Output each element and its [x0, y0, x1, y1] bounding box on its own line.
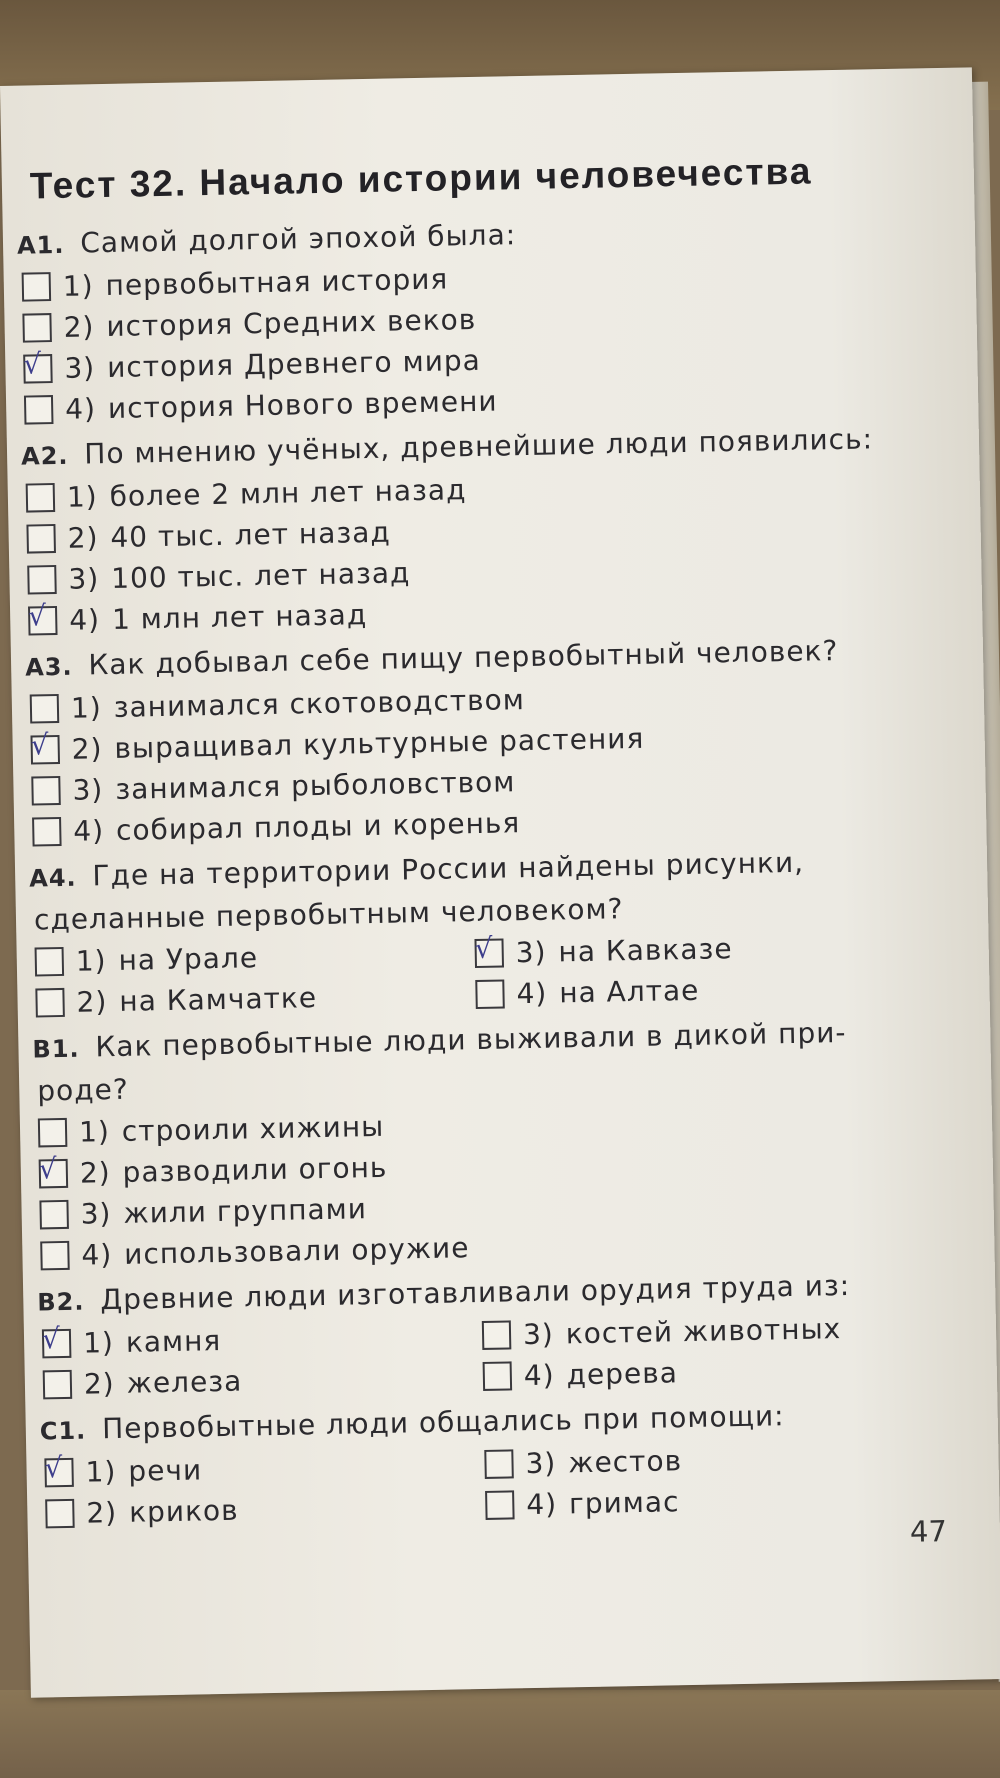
- checkbox[interactable]: [24, 395, 54, 425]
- option-number: 1): [66, 480, 98, 514]
- checkbox[interactable]: [22, 272, 52, 302]
- option-number: 4): [516, 976, 548, 1011]
- option-number: 4): [523, 1358, 555, 1393]
- option-b2-2[interactable]: [39, 1356, 480, 1405]
- options-left: [38, 1315, 479, 1405]
- check-mark-icon: √: [30, 728, 50, 762]
- option-number: 2): [79, 1156, 111, 1190]
- option-number: 1): [62, 269, 94, 303]
- options-grid: [38, 1306, 959, 1406]
- option-text: на Урале: [118, 941, 259, 977]
- checkbox[interactable]: [35, 988, 65, 1018]
- option-number: 2): [63, 310, 95, 344]
- option-text: жестов: [567, 1444, 683, 1480]
- options-right: [478, 1307, 919, 1397]
- question-a1: [17, 206, 941, 431]
- question-id: А1.: [16, 230, 65, 260]
- option-text: более 2 млн лет назад: [109, 473, 467, 513]
- option-number: 4): [68, 603, 101, 637]
- option-text: железа: [126, 1364, 243, 1400]
- checkbox[interactable]: [43, 1370, 73, 1400]
- page-title: Тест 32. Начало истории человечества: [29, 150, 813, 207]
- options-left: [40, 1444, 481, 1534]
- option-number: 2): [71, 732, 103, 766]
- option-number: 3): [515, 935, 547, 970]
- options-grid: [30, 924, 951, 1024]
- options-grid: [40, 1435, 961, 1535]
- option-c1-4[interactable]: [481, 1477, 922, 1526]
- checkbox[interactable]: [30, 694, 60, 724]
- options-right: [480, 1436, 921, 1526]
- question-text: Где на территории России найдены рисунки,: [92, 845, 805, 893]
- checkbox[interactable]: [27, 565, 57, 595]
- checkbox[interactable]: [39, 1200, 69, 1230]
- question-text-continued: сделанные первобытным человеком?: [33, 892, 624, 937]
- option-text: использовали оружие: [123, 1231, 470, 1271]
- option-text: 40 тыс. лет назад: [110, 515, 392, 554]
- option-text: костей животных: [565, 1312, 842, 1351]
- checkbox[interactable]: [483, 1361, 513, 1391]
- option-number: 3): [72, 773, 104, 807]
- workbook-page: [0, 67, 1000, 1697]
- check-mark-icon: √: [23, 347, 43, 381]
- question-id: С1.: [39, 1416, 87, 1446]
- question-id: А2.: [20, 441, 69, 471]
- option-text: гримас: [568, 1485, 680, 1521]
- question-text: Самой долгой эпохой была:: [80, 218, 517, 260]
- option-text: криков: [128, 1493, 239, 1529]
- option-text: разводили огонь: [122, 1150, 388, 1189]
- option-number: 4): [64, 392, 97, 426]
- option-number: 2): [86, 1496, 118, 1530]
- option-text: на Камчатке: [119, 981, 318, 1018]
- page-number: 47: [909, 1514, 948, 1549]
- checkbox[interactable]: [45, 1499, 75, 1529]
- checkbox[interactable]: [40, 1241, 70, 1271]
- option-number: 3): [80, 1197, 112, 1231]
- checkbox[interactable]: [38, 1152, 69, 1189]
- option-number: 4): [526, 1487, 558, 1522]
- option-text: дерева: [566, 1356, 679, 1392]
- option-number: 3): [64, 351, 96, 385]
- options-right: [470, 925, 911, 1015]
- option-a4-2[interactable]: [31, 974, 472, 1023]
- question-text: Первобытные люди общались при помощи:: [101, 1399, 785, 1446]
- checkbox[interactable]: [474, 931, 504, 968]
- option-number: 1): [70, 691, 103, 725]
- question-a2: [21, 417, 945, 642]
- option-number: 2): [83, 1367, 115, 1401]
- question-id: В1.: [32, 1034, 80, 1064]
- option-text: жили группами: [123, 1192, 368, 1230]
- option-number: 1): [78, 1115, 111, 1149]
- question-c1: [39, 1392, 961, 1535]
- option-number: 3): [68, 562, 100, 596]
- checkbox[interactable]: [35, 947, 65, 977]
- question-id: А4.: [28, 863, 77, 893]
- question-text: Древние люди изготавливали орудия труда из:: [100, 1268, 851, 1317]
- checkbox[interactable]: [44, 1451, 74, 1488]
- check-mark-icon: √: [41, 1322, 62, 1356]
- options-left: [30, 933, 471, 1023]
- option-text: 100 тыс. лет назад: [110, 556, 411, 595]
- option-text: занимался скотоводством: [113, 683, 526, 724]
- question-id: В2.: [37, 1287, 85, 1317]
- option-text: история Древнего мира: [106, 343, 482, 384]
- question-b1: [32, 1010, 957, 1277]
- question-a4: [29, 839, 952, 1024]
- option-text: выращивал культурные растения: [114, 721, 645, 765]
- option-c1-2[interactable]: [41, 1485, 482, 1534]
- option-text: на Алтае: [558, 973, 700, 1010]
- checkbox[interactable]: [31, 776, 61, 806]
- check-mark-icon: √: [27, 599, 48, 633]
- check-mark-icon: √: [44, 1451, 64, 1485]
- option-number: 2): [76, 985, 108, 1019]
- option-number: 2): [67, 521, 99, 555]
- checkbox[interactable]: [22, 313, 52, 343]
- option-number: 3): [525, 1446, 557, 1481]
- checkbox[interactable]: [27, 599, 58, 636]
- question-text-continued: роде?: [36, 1072, 129, 1108]
- checkbox[interactable]: [26, 524, 56, 554]
- option-number: 3): [522, 1317, 555, 1352]
- option-number: 4): [81, 1238, 113, 1272]
- option-text: камня: [125, 1323, 222, 1359]
- option-text: первобытная история: [105, 262, 449, 303]
- check-mark-icon: √: [474, 931, 494, 966]
- option-number: 1): [82, 1326, 115, 1360]
- page-content: [16, 148, 962, 1538]
- option-text: занимался рыболовством: [114, 765, 516, 806]
- checkbox[interactable]: [32, 817, 62, 847]
- question-text: Как добывал себе пищу первобытный человек?: [88, 634, 839, 682]
- option-text: речи: [128, 1453, 203, 1488]
- option-number: 1): [75, 944, 107, 978]
- option-text: история Нового времени: [107, 384, 498, 425]
- checkbox[interactable]: [23, 347, 53, 384]
- option-number: 4): [73, 814, 105, 848]
- question-text: Как первобытные люди выживали в дикой при-: [95, 1015, 847, 1064]
- checkbox[interactable]: [30, 728, 60, 765]
- background-bottom: [0, 1690, 1000, 1778]
- checkbox[interactable]: [485, 1490, 515, 1520]
- checkbox[interactable]: [484, 1449, 514, 1479]
- question-a3: [25, 628, 949, 853]
- checkbox[interactable]: [38, 1118, 68, 1148]
- checkbox[interactable]: [475, 979, 505, 1009]
- checkbox[interactable]: [41, 1322, 72, 1359]
- option-text: собирал плоды и коренья: [115, 806, 521, 847]
- checkbox[interactable]: [26, 483, 56, 513]
- option-b2-4[interactable]: [478, 1348, 919, 1397]
- option-a4-4[interactable]: [471, 966, 912, 1015]
- option-text: на Кавказе: [558, 932, 733, 969]
- option-text: строили хижины: [121, 1109, 385, 1148]
- question-b2: [37, 1263, 959, 1406]
- check-mark-icon: √: [38, 1152, 58, 1186]
- option-text: история Средних веков: [106, 302, 477, 343]
- question-text: По мнению учёных, древнейшие люди появились:: [84, 422, 874, 471]
- checkbox[interactable]: [482, 1320, 512, 1350]
- option-text: 1 млн лет назад: [111, 598, 368, 636]
- question-id: А3.: [24, 652, 73, 682]
- option-number: 1): [85, 1455, 117, 1489]
